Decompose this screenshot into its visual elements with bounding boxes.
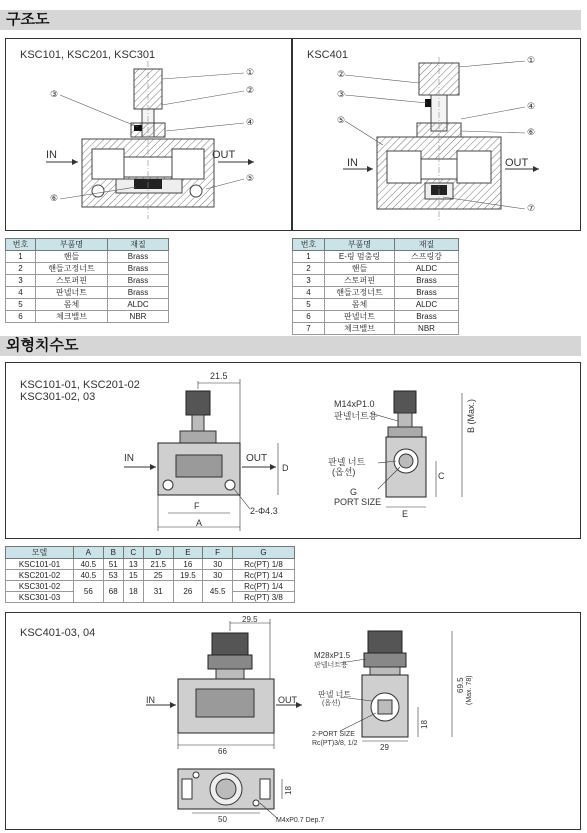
dim1-port-size: PORT SIZE <box>334 497 382 507</box>
cell: 4 <box>293 287 325 299</box>
structure-left-models: KSC101, KSC201, KSC301 <box>20 49 156 61</box>
cell: NBR <box>108 311 169 323</box>
table-row <box>6 311 169 323</box>
right-callout-2: ② <box>337 69 346 79</box>
left-out-label: OUT <box>212 149 236 161</box>
cell: ALDC <box>395 263 459 275</box>
dim2-in: IN <box>146 695 155 705</box>
cell: 25 <box>143 570 173 581</box>
table-row <box>293 323 459 335</box>
dimension-panel-2 <box>5 612 581 830</box>
structure-right-model: KSC401 <box>307 49 348 61</box>
cell: 6 <box>6 311 36 323</box>
table-row <box>6 299 169 311</box>
th-b: B <box>103 547 123 559</box>
left-callout-4: ④ <box>246 117 255 127</box>
table-row <box>6 581 295 592</box>
cell: ALDC <box>108 299 169 311</box>
cell: 18 <box>123 581 143 603</box>
dim2-port-rc: Rc(PT)3/8, 1/2 <box>312 740 358 747</box>
th-no: 번호 <box>293 239 325 251</box>
parts-table-left <box>5 238 169 323</box>
table-row <box>293 263 459 275</box>
dim2-port-size: 2-PORT SIZE <box>312 731 355 738</box>
th-material: 재질 <box>108 239 169 251</box>
cell: 스프링강 <box>395 251 459 263</box>
cell: Brass <box>395 311 459 323</box>
table-row <box>6 263 169 275</box>
table-row <box>293 251 459 263</box>
structure-panel-left <box>5 38 292 231</box>
th-part: 부품명 <box>325 239 395 251</box>
th-material: 재질 <box>395 239 459 251</box>
table-row <box>293 299 459 311</box>
dim2-panel-nut: 판넬 너트 <box>318 690 352 699</box>
cell: 핸들 <box>325 263 395 275</box>
cell: Rc(PT) 1/8 <box>233 559 295 570</box>
table-row <box>6 570 295 581</box>
cell: 40.5 <box>74 559 104 570</box>
cell: 40.5 <box>74 570 104 581</box>
dim2-thread: M28xP1.5 <box>314 651 351 660</box>
cell: KSC301-03 <box>6 592 74 603</box>
dim1-option: (옵션) <box>332 467 356 477</box>
dimension-table <box>5 546 295 603</box>
cell: 4 <box>6 287 36 299</box>
cell: Rc(PT) 3/8 <box>233 592 295 603</box>
cell: Brass <box>108 251 169 263</box>
cell: 핸들 <box>36 251 108 263</box>
cell: 7 <box>293 323 325 335</box>
dim1-out: OUT <box>246 453 268 464</box>
cell: 2 <box>6 263 36 275</box>
dim2-50: 50 <box>218 815 227 824</box>
dim2-18b: 18 <box>284 786 293 795</box>
right-callout-1: ① <box>527 55 536 65</box>
dim1-panel-nut: 판넬 너트 <box>328 457 366 467</box>
right-callout-5: ⑤ <box>337 115 346 125</box>
th-a: A <box>74 547 104 559</box>
dim1-b: B (Max.) <box>466 398 476 433</box>
dim2-18: 18 <box>420 720 429 729</box>
dim1-thread-sub: 판넬너트용 <box>334 411 378 421</box>
dim1-in: IN <box>124 453 134 464</box>
cell: Brass <box>108 287 169 299</box>
dim1-drawing <box>6 363 582 540</box>
cell: KSC301-02 <box>6 581 74 592</box>
cell: 1 <box>6 251 36 263</box>
dim2-option: (옵션) <box>322 700 341 707</box>
cell: 53 <box>103 570 123 581</box>
dim1-f: F <box>194 501 200 511</box>
cell: 몸체 <box>36 299 108 311</box>
th-f: F <box>203 547 233 559</box>
cell: KSC101-01 <box>6 559 74 570</box>
dim1-top: 21.5 <box>210 371 228 381</box>
left-callout-6: ⑥ <box>50 193 59 203</box>
cell: 판넬너트 <box>325 311 395 323</box>
right-callout-6: ⑥ <box>527 127 536 137</box>
dim2-drawing <box>6 613 582 831</box>
cell: ALDC <box>395 299 459 311</box>
left-callout-3: ③ <box>50 89 59 99</box>
dimension-panel-1 <box>5 362 581 539</box>
dim1-c: C <box>438 471 445 481</box>
dim1-models-line1: KSC101-01, KSC201-02 <box>20 379 140 391</box>
cell: 5 <box>6 299 36 311</box>
th-part: 부품명 <box>36 239 108 251</box>
right-in-label: IN <box>347 157 358 169</box>
dim1-models-line2: KSC301-02, 03 <box>20 391 96 403</box>
dim2-top: 29.5 <box>242 615 258 624</box>
right-out-label: OUT <box>505 157 529 169</box>
structure-panel-right <box>292 38 581 231</box>
cell: 19.5 <box>173 570 203 581</box>
cell: E-링 멈춤링 <box>325 251 395 263</box>
cell: 15 <box>123 570 143 581</box>
cell: 체크밸브 <box>325 323 395 335</box>
table-row <box>6 559 295 570</box>
th-no: 번호 <box>6 239 36 251</box>
cell: 13 <box>123 559 143 570</box>
cell: 핸들고정너트 <box>325 287 395 299</box>
cell: Rc(PT) 1/4 <box>233 570 295 581</box>
table-row <box>293 311 459 323</box>
cell: 3 <box>6 275 36 287</box>
cell: KSC201-02 <box>6 570 74 581</box>
cell: 5 <box>293 299 325 311</box>
right-callout-4: ④ <box>527 101 536 111</box>
cell: 3 <box>293 275 325 287</box>
dim1-g: G <box>350 487 358 497</box>
cell: 30 <box>203 570 233 581</box>
cell: 스토퍼핀 <box>36 275 108 287</box>
structure-section-title: 구조도 <box>0 10 581 30</box>
dim2-tap: M4xP0.7 Dep.7 <box>276 817 325 824</box>
dim2-thread-sub: 판넬너트용 <box>314 662 348 669</box>
dim2-29: 29 <box>380 743 389 752</box>
left-callout-5: ⑤ <box>246 173 255 183</box>
left-callout-2: ② <box>246 85 255 95</box>
dim1-thread: M14xP1.0 <box>334 399 375 409</box>
dimensions-section-title: 외형치수도 <box>0 336 581 356</box>
dim1-d: D <box>282 463 289 473</box>
cell: Rc(PT) 1/4 <box>233 581 295 592</box>
cell: 판넬너트 <box>36 287 108 299</box>
th-d: D <box>143 547 173 559</box>
cell: 16 <box>173 559 203 570</box>
cell: Brass <box>395 287 459 299</box>
right-callout-3: ③ <box>337 89 346 99</box>
dim2-models: KSC401-03, 04 <box>20 627 96 639</box>
table-row <box>6 287 169 299</box>
cell: 체크밸브 <box>36 311 108 323</box>
cell: Brass <box>395 275 459 287</box>
right-callout-7: ⑦ <box>527 203 536 213</box>
cell: 6 <box>293 311 325 323</box>
table-row <box>6 275 169 287</box>
cell: 45.5 <box>203 581 233 603</box>
th-g: G <box>233 547 295 559</box>
left-callout-1: ① <box>246 67 255 77</box>
th-model: 모델 <box>6 547 74 559</box>
dim1-e: E <box>402 509 409 519</box>
parts-table-right <box>292 238 459 335</box>
dim2-max: (Max. 78) <box>466 675 473 705</box>
table-row <box>293 275 459 287</box>
dim1-hole: 2-Φ4.3 <box>250 506 278 516</box>
cell: Brass <box>108 275 169 287</box>
dim2-695: 69.5 <box>456 677 465 693</box>
th-c: C <box>123 547 143 559</box>
dim2-out: OUT <box>278 695 297 705</box>
table-row <box>6 251 169 263</box>
dim1-a: A <box>196 518 203 528</box>
cell: Brass <box>108 263 169 275</box>
cell: NBR <box>395 323 459 335</box>
cell: 21.5 <box>143 559 173 570</box>
cell: 68 <box>103 581 123 603</box>
cell: 스토퍼핀 <box>325 275 395 287</box>
table-row <box>293 287 459 299</box>
left-in-label: IN <box>46 149 57 161</box>
cell: 26 <box>173 581 203 603</box>
cell: 1 <box>293 251 325 263</box>
cell: 2 <box>293 263 325 275</box>
cell: 56 <box>74 581 104 603</box>
cell: 30 <box>203 559 233 570</box>
cell: 핸들고정너트 <box>36 263 108 275</box>
cell: 몸체 <box>325 299 395 311</box>
cell: 31 <box>143 581 173 603</box>
right-cross-section-drawing <box>293 39 582 232</box>
th-e: E <box>173 547 203 559</box>
cell: 51 <box>103 559 123 570</box>
dim2-66: 66 <box>218 747 227 756</box>
